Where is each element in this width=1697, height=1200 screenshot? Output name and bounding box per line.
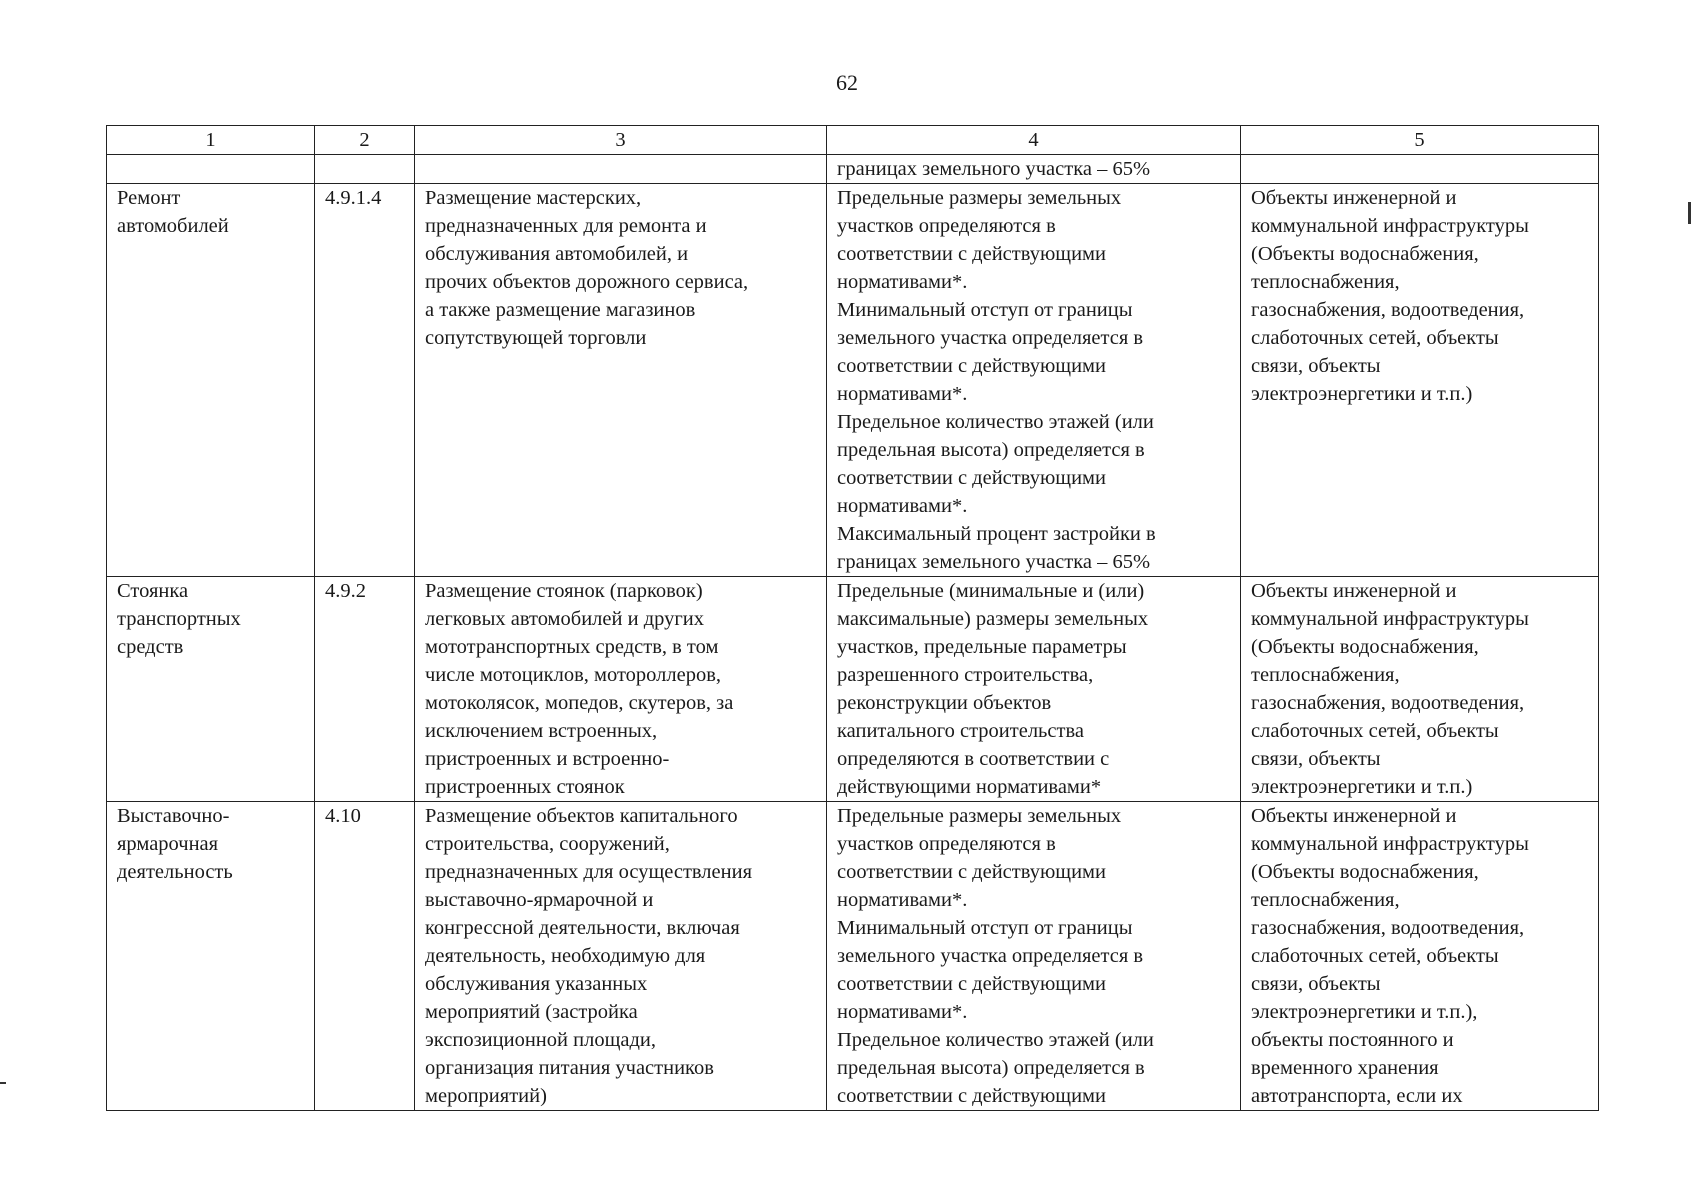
text-line: нормативами*. [837, 889, 968, 911]
text-line: земельного участка определяется в [837, 327, 1144, 349]
column-header: 5 [1241, 126, 1599, 155]
use-type-code-cell: 4.9.1.4 [315, 184, 415, 577]
text-line: Предельные размеры земельных [837, 187, 1122, 209]
empty-cell [107, 155, 315, 184]
text-line: земельного участка определяется в [837, 945, 1144, 967]
use-type-code-cell: 4.9.2 [315, 577, 415, 802]
use-type-name-cell [107, 577, 315, 802]
text-line: предназначенных для ремонта и [425, 215, 707, 237]
text-line: (Объекты водоснабжения, [1251, 243, 1479, 265]
description-cell [415, 802, 827, 1111]
text-line: определяются в соответствии с [837, 748, 1110, 770]
text-line: объекты постоянного и [1251, 1029, 1454, 1051]
text-line: ярмарочная [117, 833, 219, 855]
text-line: Минимальный отступ от границы [837, 917, 1133, 939]
empty-cell [315, 155, 415, 184]
text-line: теплоснабжения, [1251, 889, 1400, 911]
parameters-cell [827, 184, 1241, 577]
text-line: нормативами*. [837, 271, 968, 293]
column-header: 1 [107, 126, 315, 155]
text-line: связи, объекты [1251, 973, 1381, 995]
text-line: строительства, сооружений, [425, 833, 670, 855]
text-line: Выставочно- [117, 805, 230, 827]
text-line: (Объекты водоснабжения, [1251, 636, 1479, 658]
text-line: организация питания участников [425, 1057, 714, 1079]
text-line: мероприятий) [425, 1085, 547, 1107]
text-line: экспозиционной площади, [425, 1029, 656, 1051]
table-row [107, 577, 1599, 802]
text-line: Объекты инженерной и [1251, 187, 1457, 209]
text-line: максимальные) размеры земельных [837, 608, 1149, 630]
text-line: капитального строительства [837, 720, 1084, 742]
text-line: соответствии с действующими [837, 861, 1106, 883]
text-line: реконструкции объектов [837, 692, 1052, 714]
text-line: пристроенных и встроенно- [425, 748, 670, 770]
empty-cell [1241, 155, 1599, 184]
text-line: Предельное количество этажей (или [837, 1029, 1154, 1051]
text-line: связи, объекты [1251, 748, 1381, 770]
use-type-name-cell [107, 802, 315, 1111]
text-line: газоснабжения, водоотведения, [1251, 692, 1525, 714]
text-line: Размещение объектов капитального [425, 805, 738, 827]
text-line: автомобилей [117, 215, 229, 237]
text-line: электроэнергетики и т.п.) [1251, 383, 1473, 405]
text-line: предназначенных для осуществления [425, 861, 753, 883]
text-line: обслуживания указанных [425, 973, 648, 995]
text-line: соответствии с действующими [837, 973, 1106, 995]
column-header: 4 [827, 126, 1241, 155]
text-line: нормативами*. [837, 1001, 968, 1023]
text-line: слаботочных сетей, объекты [1251, 945, 1499, 967]
text-line: деятельность, необходимую для [425, 945, 706, 967]
text-line: участков определяются в [837, 833, 1056, 855]
text-line: исключением встроенных, [425, 720, 658, 742]
text-line: а также размещение магазинов [425, 299, 696, 321]
text-line: нормативами*. [837, 495, 968, 517]
text-line: автотранспорта, если их [1251, 1085, 1463, 1107]
text-line: мототранспортных средств, в том [425, 636, 719, 658]
table-row [107, 802, 1599, 1111]
text-line: электроэнергетики и т.п.), [1251, 1001, 1478, 1023]
text-line: газоснабжения, водоотведения, [1251, 299, 1525, 321]
text-line: числе мотоциклов, мотороллеров, [425, 664, 722, 686]
description-cell [415, 577, 827, 802]
text-line: Ремонт [117, 187, 181, 209]
text-line: пристроенных стоянок [425, 776, 625, 798]
text-line: средств [117, 636, 184, 658]
scan-edge-mark [1688, 202, 1691, 224]
text-line: Предельные (минимальные и (или) [837, 580, 1145, 602]
text-line: деятельность [117, 861, 233, 883]
text-line: границах земельного участка – 65% [837, 158, 1151, 180]
text-line: разрешенного строительства, [837, 664, 1094, 686]
description-cell [415, 184, 827, 577]
text-line: участков определяются в [837, 215, 1056, 237]
text-line: теплоснабжения, [1251, 271, 1400, 293]
text-line: сопутствующей торговли [425, 327, 647, 349]
text-line: выставочно-ярмарочной и [425, 889, 654, 911]
text-line: Предельные размеры земельных [837, 805, 1122, 827]
text-line: (Объекты водоснабжения, [1251, 861, 1479, 883]
text-line: прочих объектов дорожного сервиса, [425, 271, 749, 293]
text-line: временного хранения [1251, 1057, 1439, 1079]
empty-cell [415, 155, 827, 184]
auxiliary-uses-cell [1241, 802, 1599, 1111]
table-header-row [107, 126, 1599, 155]
text-line: соответствии с действующими [837, 1085, 1106, 1107]
text-line: соответствии с действующими [837, 355, 1106, 377]
text-line: Объекты инженерной и [1251, 580, 1457, 602]
parameters-cell [827, 577, 1241, 802]
text-line: электроэнергетики и т.п.) [1251, 776, 1473, 798]
continuation-row [107, 155, 1599, 184]
text-line: теплоснабжения, [1251, 664, 1400, 686]
text-line: слаботочных сетей, объекты [1251, 720, 1499, 742]
table-row [107, 184, 1599, 577]
text-line: мотоколясок, мопедов, скутеров, за [425, 692, 734, 714]
text-line: Размещение мастерских, [425, 187, 642, 209]
auxiliary-uses-cell [1241, 577, 1599, 802]
text-line: Размещение стоянок (парковок) [425, 580, 703, 602]
text-line: обслуживания автомобилей, и [425, 243, 689, 265]
text-line: связи, объекты [1251, 355, 1381, 377]
text-line: мероприятий (застройка [425, 1001, 638, 1023]
use-type-name-cell [107, 184, 315, 577]
text-line: Максимальный процент застройки в [837, 523, 1156, 545]
text-line: соответствии с действующими [837, 467, 1106, 489]
text-line: соответствии с действующими [837, 243, 1106, 265]
text-line: слаботочных сетей, объекты [1251, 327, 1499, 349]
text-line: конгрессной деятельности, включая [425, 917, 740, 939]
text-line: Предельное количество этажей (или [837, 411, 1154, 433]
text-line: нормативами*. [837, 383, 968, 405]
text-line: газоснабжения, водоотведения, [1251, 917, 1525, 939]
text-line: Стоянка [117, 580, 189, 602]
text-line: Объекты инженерной и [1251, 805, 1457, 827]
text-line: границах земельного участка – 65% [837, 551, 1151, 573]
use-type-code-cell: 4.10 [315, 802, 415, 1111]
text-line: предельная высота) определяется в [837, 439, 1145, 461]
scan-edge-mark [0, 1082, 6, 1084]
text-line: участков, предельные параметры [837, 636, 1127, 658]
text-line: коммунальной инфраструктуры [1251, 215, 1529, 237]
auxiliary-uses-cell [1241, 184, 1599, 577]
text-line: транспортных [117, 608, 241, 630]
zoning-regulations-table [106, 125, 1599, 1111]
text-line: коммунальной инфраструктуры [1251, 833, 1529, 855]
column-header: 3 [415, 126, 827, 155]
parameters-cell [827, 155, 1241, 184]
text-line: коммунальной инфраструктуры [1251, 608, 1529, 630]
parameters-cell [827, 802, 1241, 1111]
column-header: 2 [315, 126, 415, 155]
text-line: предельная высота) определяется в [837, 1057, 1145, 1079]
page-number: 62 [836, 70, 858, 95]
text-line: Минимальный отступ от границы [837, 299, 1133, 321]
text-line: действующими нормативами* [837, 776, 1102, 798]
text-line: легковых автомобилей и других [425, 608, 704, 630]
